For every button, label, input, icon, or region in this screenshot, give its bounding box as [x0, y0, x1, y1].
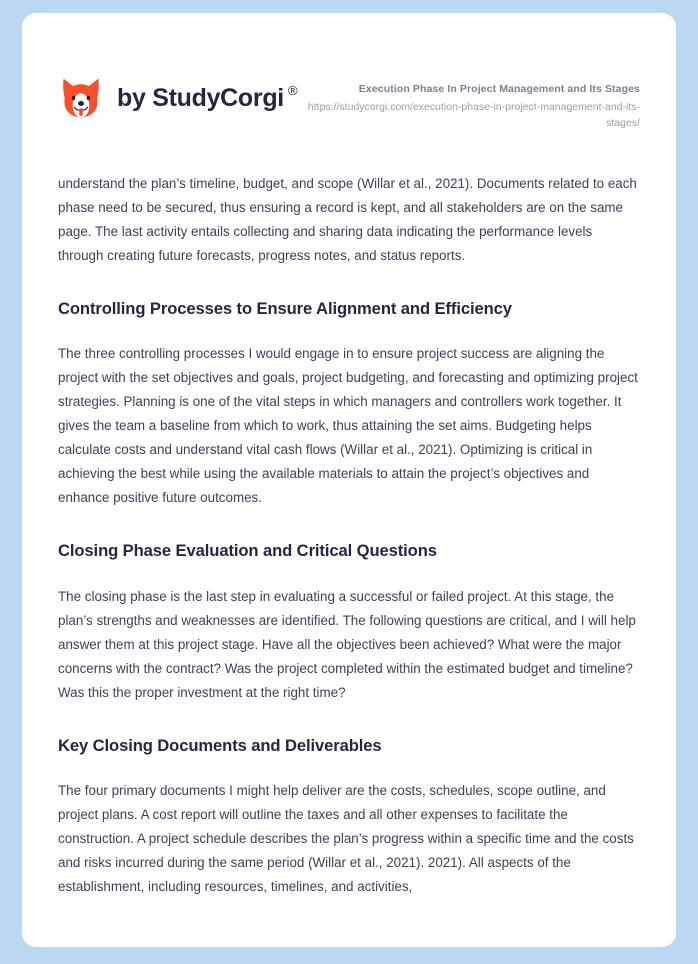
- section-heading-3: Key Closing Documents and Deliverables: [58, 735, 382, 755]
- document-page-card: [22, 13, 676, 947]
- section-paragraph-1: The three controlling processes I would engage in to ensure project success are aligning the project with the set objectives and goals, project budgeting, and forecasting and optimizing project strategies. Planning is one of the vital steps in which managers and controllers work together. It gives the team a baseline from which to work, thus attaining the set aims. Budgeting helps calculate costs and understand vital cash flows (Willar et al., 2021). Optimizing is critical in achieving the best while using the available materials to attain the project’s objectives and enhance positive future outcomes.: [58, 346, 638, 506]
- brand-wordmark: [117, 82, 298, 112]
- section-heading-1: Controlling Processes to Ensure Alignment and Efficiency: [58, 298, 512, 318]
- section-heading-2: Closing Phase Evaluation and Critical Questions: [58, 541, 437, 561]
- document-url[interactable]: https://studycorgi.com/execution-phase-in-project-management-and-its-stages/: [307, 101, 640, 129]
- brand-name-text: by StudyCorgi: [117, 83, 284, 112]
- document-header: [22, 13, 676, 132]
- registered-trademark-icon: ®: [287, 82, 298, 98]
- lead-paragraph: understand the plan’s timeline, budget, and scope (Willar et al., 2021). Documents related to each phase need to be secured, thus ensuring a record is kept, and all stakeholders are on the same page. The last activity entails collecting and sharing data indicating the performance levels through creating future forecasts, progress notes, and status reports.: [58, 175, 637, 263]
- brand-logo-group: [58, 73, 297, 121]
- section-paragraph-3: The four primary documents I might help deliver are the costs, schedules, scope outline, and project plans. A cost report will outline the taxes and all other expenses to facilitate the construction. A project schedule describes the plan’s progress within a specific time and the costs and risks incurred during the same period (Willar et al., 2021). 2021). All aspects of the establishment, including resources, timelines, and activities,: [58, 783, 634, 895]
- document-title: Execution Phase In Project Management and Its Stages: [358, 83, 640, 95]
- section-paragraph-2: The closing phase is the last step in evaluating a successful or failed project. At this stage, the plan’s strengths and weaknesses are identified. The following questions are critical, and I will help answer them at this project stage. Have all the objectives been achieved? What were the major concerns with the contract? Was the project completed within the estimated budget and timeline? Was this the proper investment at the right time?: [58, 588, 636, 700]
- document-body: [22, 132, 676, 900]
- document-meta: [300, 73, 640, 132]
- corgi-logo-icon: [58, 75, 104, 121]
